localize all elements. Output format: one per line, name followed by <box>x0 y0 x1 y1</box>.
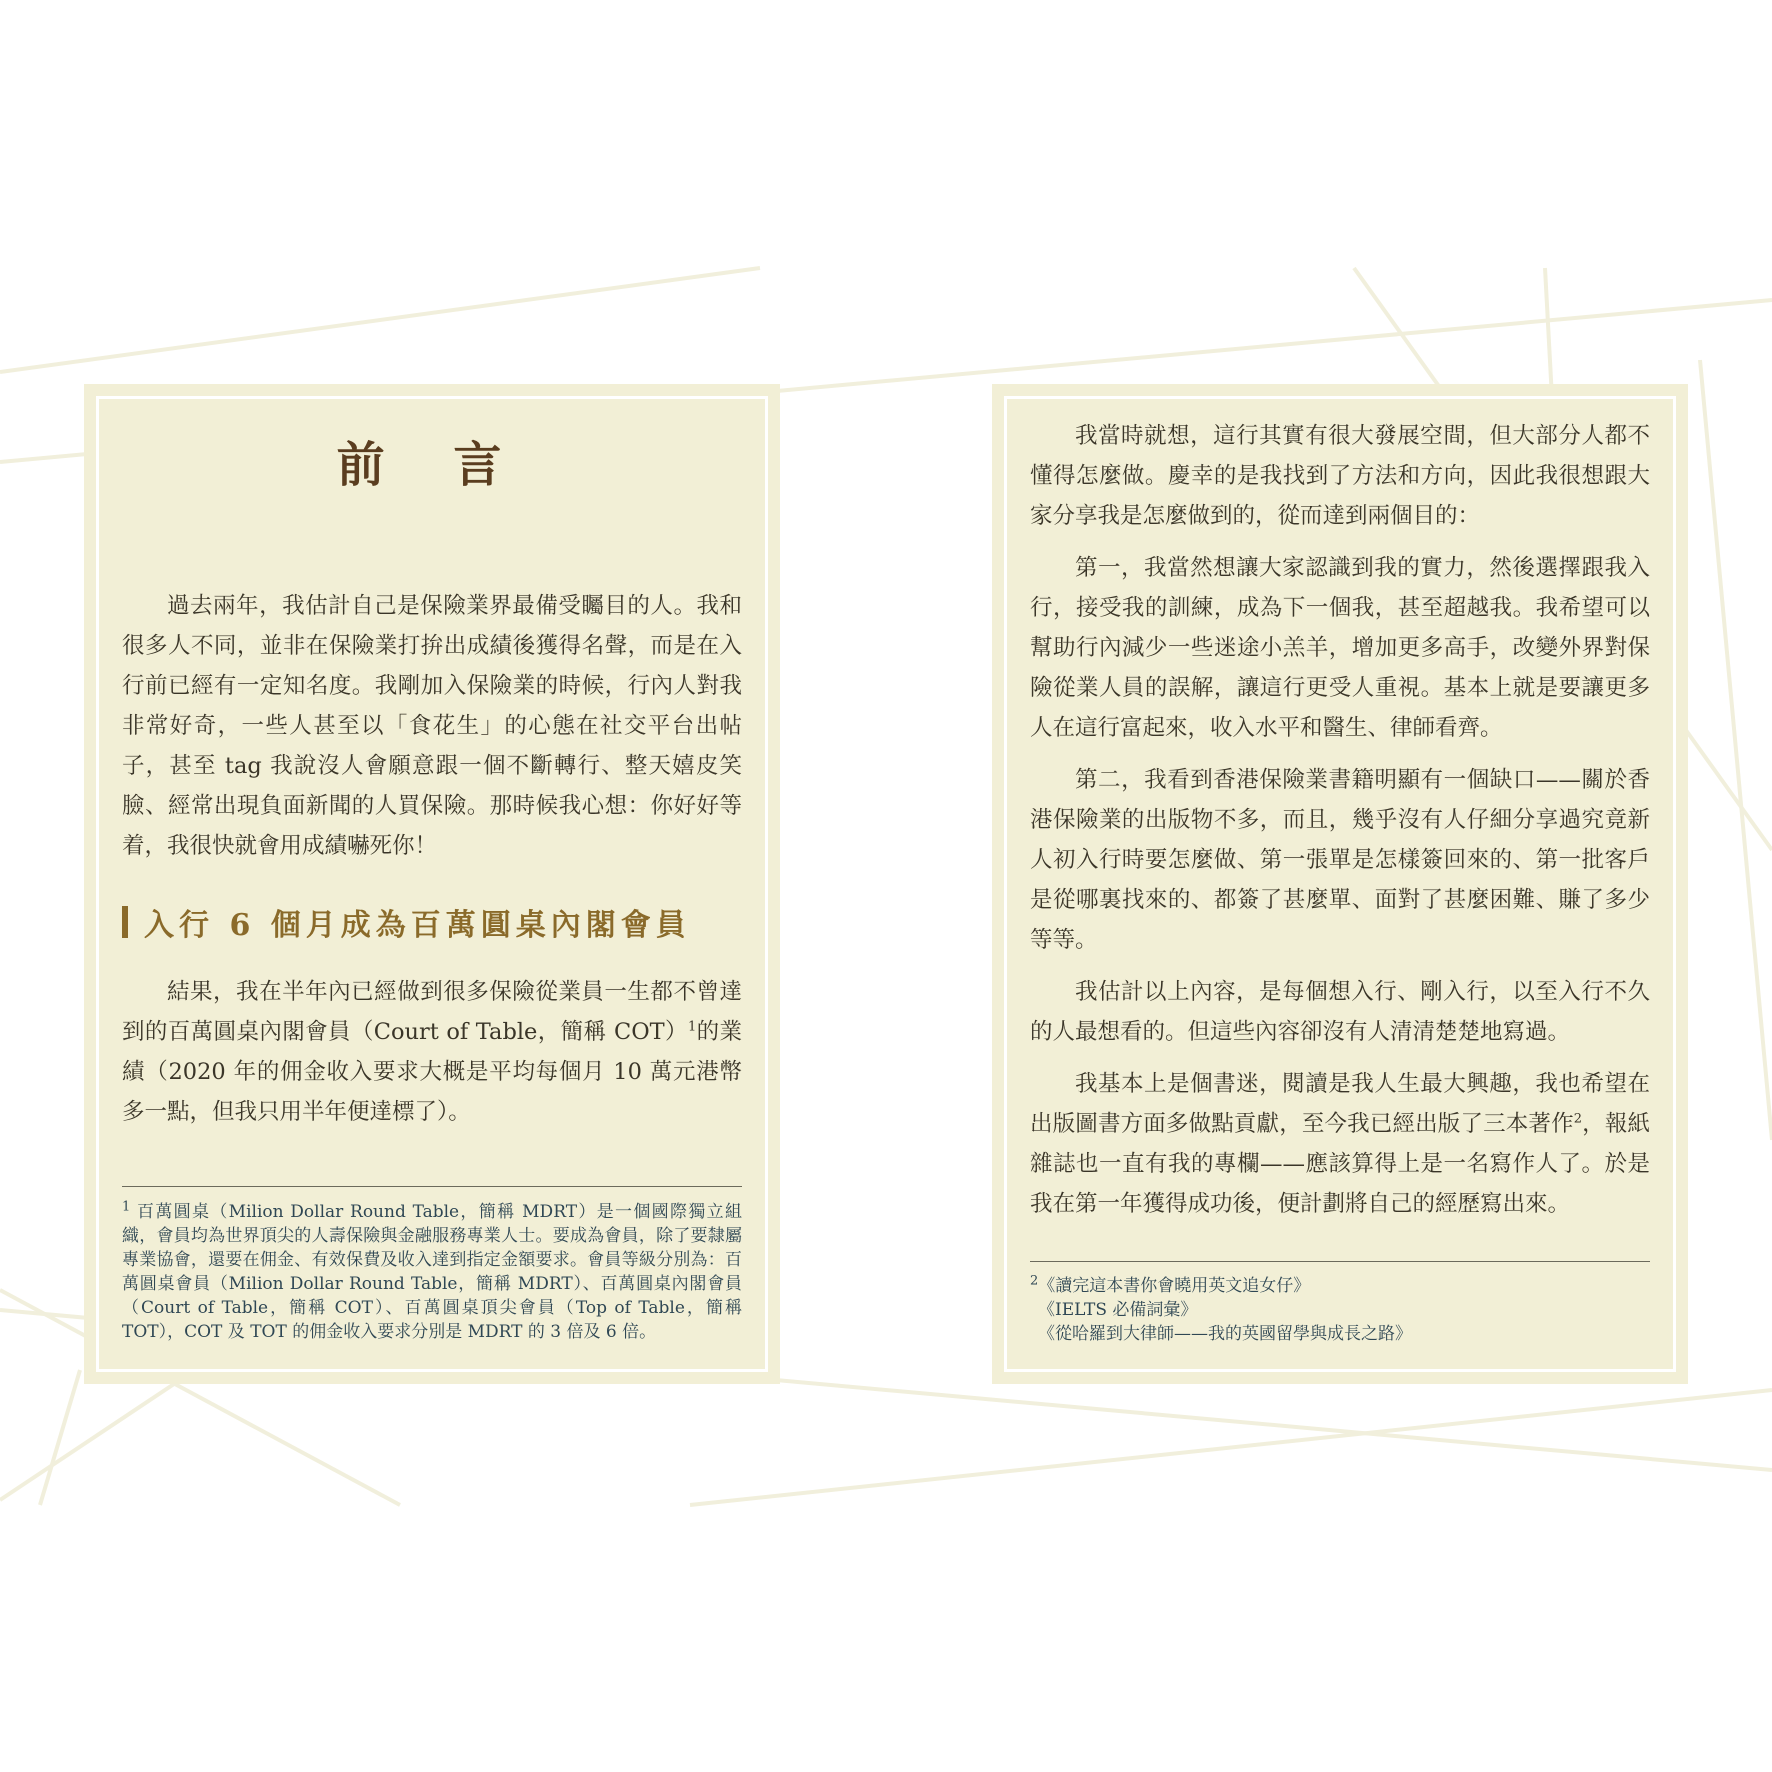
footnote-2-line <box>1030 1274 1650 1298</box>
footnote-ref-1: 1 <box>687 1019 697 1035</box>
book-title-1: 《讀完這本書你會曉用英文追女仔》 <box>1038 1276 1311 1296</box>
result-text-before: 結果，我在半年內已經做到很多保險從業員一生都不曾達到的百萬圓桌內閣會員（Court of Table，簡稱 COT） <box>122 979 742 1045</box>
section-heading <box>122 900 742 944</box>
left-page <box>84 384 780 1384</box>
footnote-2 <box>1030 1274 1650 1346</box>
intro-section <box>122 586 742 866</box>
heading-accent-bar <box>122 906 128 938</box>
intro-paragraph: 過去兩年，我估計自己是保險業界最備受矚目的人。我和很多人不同，並非在保險業打拚出成績後獲得名聲，而是在入行前已經有一定知名度。我剛加入保險業的時候，行內人對我非常好奇，一些人甚至以「食花生」的心態在社交平台出帖子，甚至 tag 我說沒人會願意跟一個不斷轉行、整天嬉皮笑臉、經常出現負面新聞的人買保險。那時候我心想：你好好等着，我很快就會用成績嚇死你！ <box>122 593 742 859</box>
result-text-after: 的業績（2020 年的佣金收入要求大概是平均每個月 10 萬元港幣多一點，但我只用半年便達標了）。 <box>122 1019 742 1125</box>
paragraph-4: 我估計以上內容，是每個想入行、剛入行，以至入行不久的人最想看的。但這些內容卻沒有人清清楚楚地寫過。 <box>1030 979 1650 1045</box>
footnote-1-number: 1 <box>122 1199 131 1215</box>
right-page <box>992 384 1688 1384</box>
page-title: 前 言 <box>336 437 528 493</box>
paragraph-5-after: ，報紙雜誌也一直有我的專欄——應該算得上是一名寫作人了。於是我在第一年獲得成功後，便計劃將自己的經歷寫出來。 <box>1030 1111 1650 1217</box>
paragraph-5 <box>1030 1064 1650 1224</box>
section-heading-text: 入行 6 個月成為百萬圓桌內閣會員 <box>144 908 691 943</box>
right-body <box>1030 416 1650 1236</box>
paragraph-2: 第一，我當然想讓大家認識到我的實力，然後選擇跟我入行，接受我的訓練，成為下一個我，甚至超越我。我希望可以幫助行內減少一些迷途小羔羊，增加更多高手，改變外界對保險從業人員的誤解，讓這行更受人重視。基本上就是要讓更多人在這行富起來，收入水平和醫生、律師看齊。 <box>1030 555 1650 741</box>
result-paragraph <box>122 972 742 1132</box>
footnote-ref-2: 2 <box>1573 1111 1583 1127</box>
paragraph-3: 第二，我看到香港保險業書籍明顯有一個缺口——關於香港保險業的出版物不多，而且，幾乎沒有人仔細分享過究竟新人初入行時要怎麼做、第一張單是怎樣簽回來的、第一批客戶是從哪裏找來的、都簽了甚麼單、面對了甚麼困難、賺了多少等等。 <box>1030 767 1650 953</box>
result-section <box>122 972 742 1132</box>
footnote-divider <box>122 1186 742 1187</box>
footnote-1-text: 百萬圓桌（Milion Dollar Round Table，簡稱 MDRT）是一個國際獨立組織，會員均為世界頂尖的人壽保險與金融服務專業人士。要成為會員，除了要隸屬專業協會，還要在佣金、有效保費及收入達到指定金額要求。會員等級分別為：百萬圓桌會員（Milion Dollar Round Table，簡稱 MDRT）、百萬圓桌內閣會員（Court of Table，簡稱 COT）、百萬圓桌頂尖會員（Top of Table，簡稱 TOT），COT 及 TOT 的佣金收入要求分別是 MDRT 的 3 倍及 6 倍。 <box>122 1202 742 1342</box>
book-title-3: 《從哈羅到大律師——我的英國留學與成長之路》 <box>1038 1324 1412 1344</box>
footnote-2-number: 2 <box>1030 1273 1039 1289</box>
footnote-divider <box>1030 1261 1650 1262</box>
paragraph-5-before: 我基本上是個書迷，閱讀是我人生最大興趣，我也希望在出版圖書方面多做點貢獻，至今我已經出版了三本著作 <box>1030 1071 1650 1137</box>
book-title-2: 《IELTS 必備詞彙》 <box>1038 1300 1198 1320</box>
footnote-1 <box>122 1200 742 1344</box>
paragraph-1: 我當時就想，這行其實有很大發展空間，但大部分人都不懂得怎麼做。慶幸的是我找到了方法和方向，因此我很想跟大家分享我是怎麼做到的，從而達到兩個目的： <box>1030 423 1650 529</box>
